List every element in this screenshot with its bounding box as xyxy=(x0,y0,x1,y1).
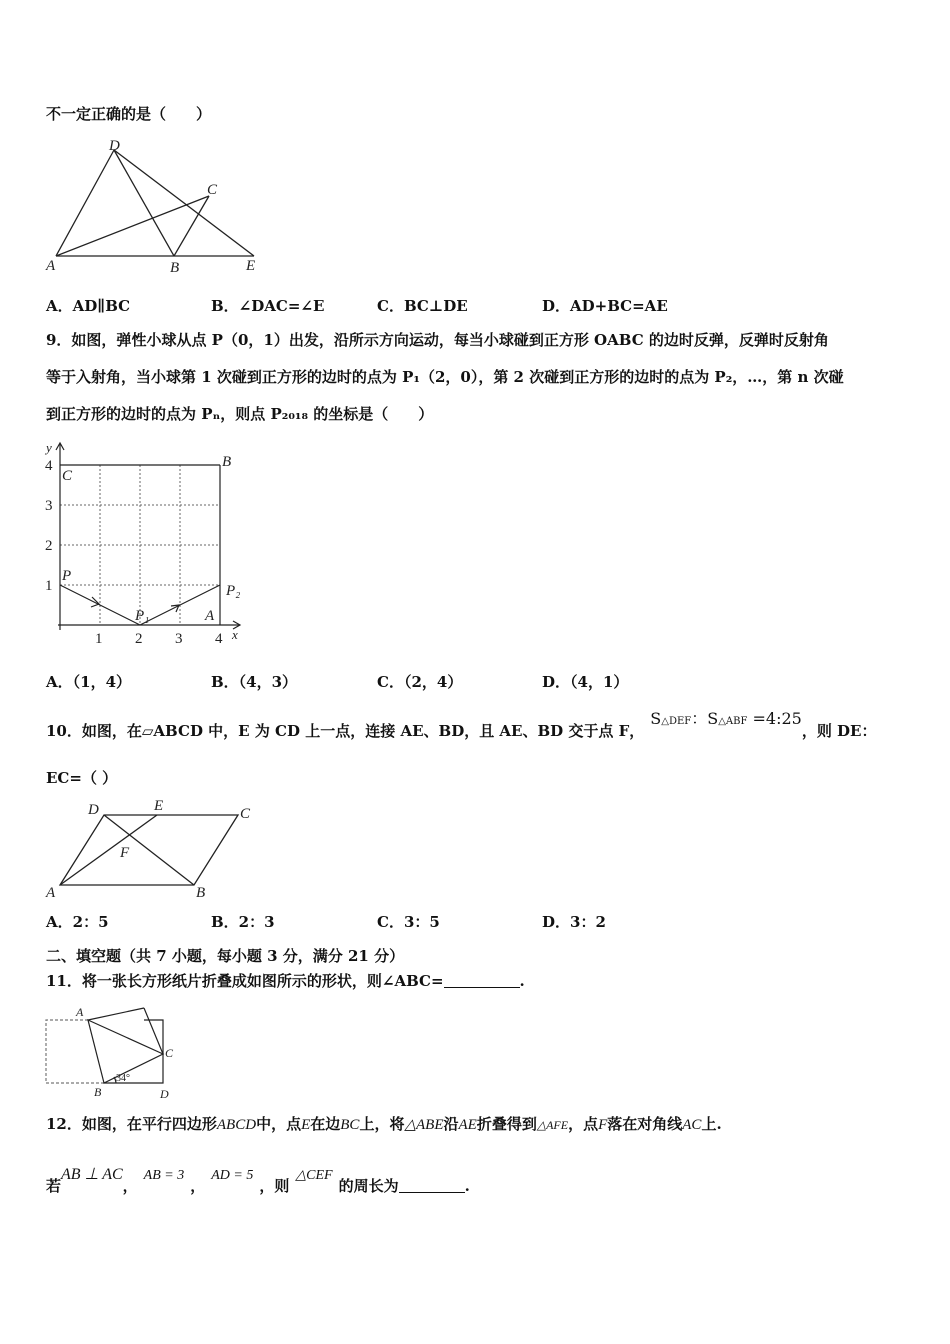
q12-text-3: 在边 xyxy=(310,1115,341,1133)
q10-ratio-sub2: △ABF xyxy=(718,716,748,727)
q11-line xyxy=(46,970,525,991)
q10-text-after: ，则 DE： xyxy=(801,722,877,740)
q12-l2-text-c: ， xyxy=(190,1177,206,1195)
q12-math-ad5: AD = 5 xyxy=(211,1168,254,1183)
q10-line-2: EC=（ ） xyxy=(46,769,118,787)
q10-label-d: D xyxy=(88,802,99,818)
q12-text-5: 沿 xyxy=(443,1115,459,1133)
q11-text: 11．将一张长方形纸片折叠成如图所示的形状，则∠ABC= xyxy=(46,972,444,990)
q9-label-b: B xyxy=(222,454,232,470)
q9-tick-y2: 2 xyxy=(45,538,53,554)
q12-math-abcd: ABCD xyxy=(216,1117,257,1133)
q12-answer-blank[interactable] xyxy=(399,1178,465,1193)
q10-option-c[interactable]: C．3：5 xyxy=(377,913,440,931)
q10-ratio-value: =4:25 xyxy=(752,709,802,728)
q10-option-a[interactable]: A．2：5 xyxy=(46,913,109,931)
q8-option-d[interactable]: D．AD+BC=AE xyxy=(542,297,668,315)
q11-label-c: C xyxy=(165,1046,174,1060)
q12-math-abe: △ABE xyxy=(404,1117,444,1133)
q12-math-f: F xyxy=(598,1117,608,1133)
q9-line-1: 9．如图，弹性小球从点 P（0，1）出发，沿所示方向运动，每当小球碰到正方形 OABC 的边时反弹，反弹时反射角 xyxy=(46,331,829,349)
q9-option-c[interactable]: C．（2，4） xyxy=(377,673,463,691)
q12-text-8: 落在对角线 xyxy=(607,1115,683,1133)
q9-tick-y1: 1 xyxy=(45,578,53,594)
q9-line-2: 等于入射角，当小球第 1 次碰到正方形的边时的点为 P₁（2，0），第 2 次碰到正方形的边时的点为 P₂，…，第 n 次碰 xyxy=(46,368,844,386)
q12-text-4: 上，将 xyxy=(359,1115,405,1133)
q11-label-angle: 34° xyxy=(116,1073,130,1084)
q8-label-c: C xyxy=(207,182,218,198)
q8-option-b[interactable]: B．∠DAC=∠E xyxy=(211,297,325,315)
q10-line-ae xyxy=(60,815,157,885)
q10-ratio-colon: ： xyxy=(691,709,708,728)
q8-label-b: B xyxy=(170,260,180,276)
q10-label-c: C xyxy=(240,806,251,822)
q11-label-a: A xyxy=(76,1005,84,1019)
q9-figure xyxy=(40,440,255,650)
q10-option-d[interactable]: D．3：2 xyxy=(542,913,606,931)
q10-line-bd xyxy=(104,815,194,885)
q12-math-e: E xyxy=(301,1117,311,1133)
q12-text-7: ，点 xyxy=(568,1115,599,1133)
q11-label-d: D xyxy=(160,1087,169,1101)
q8-line-bc xyxy=(174,196,209,256)
q9-tick-y3: 3 xyxy=(45,498,53,514)
q11-rectangle-edge xyxy=(104,1020,163,1083)
q10-ratio-s1: S xyxy=(650,709,662,728)
q8-label-a: A xyxy=(46,258,56,274)
q8-label-d: D xyxy=(109,138,120,154)
q10-ratio-sub1: △DEF xyxy=(661,716,692,727)
q12-math-ab3: AB = 3 xyxy=(143,1168,185,1183)
q12-l2-text-f: . xyxy=(464,1177,470,1195)
q12-math-perp: AB ⊥ AC xyxy=(61,1166,123,1183)
q12-math-afe: △AFE xyxy=(536,1118,569,1132)
q9-label-p2: P₂ xyxy=(226,583,241,599)
q12-math-cef: △CEF xyxy=(295,1168,333,1183)
q8-line-ac xyxy=(56,196,209,256)
q10-line-1 xyxy=(46,709,877,741)
q12-math-ac: AC xyxy=(682,1117,702,1133)
q8-figure xyxy=(44,136,266,276)
q12-text-1: 12．如图，在平行四边形 xyxy=(46,1115,217,1133)
q10-label-e: E xyxy=(154,798,164,814)
q9-label-a: A xyxy=(205,608,215,624)
q12-math-bc: BC xyxy=(340,1117,360,1133)
q9-tick-x2: 2 xyxy=(135,631,143,647)
q11-original-edge xyxy=(46,1020,104,1083)
q12-l2-text-e: 的周长为 xyxy=(338,1177,399,1195)
q8-label-e: E xyxy=(246,258,256,274)
q10-option-b[interactable]: B．2：3 xyxy=(211,913,275,931)
q9-tick-y4: 4 xyxy=(45,458,53,474)
q11-label-b: B xyxy=(94,1085,102,1099)
q11-answer-blank[interactable] xyxy=(444,973,520,988)
q12-l2-text-b: ， xyxy=(122,1177,138,1195)
q8-option-a[interactable]: A．AD∥BC xyxy=(46,297,131,315)
q9-option-b[interactable]: B．（4，3） xyxy=(211,673,298,691)
q10-label-a: A xyxy=(46,885,56,901)
q10-label-b: B xyxy=(196,885,206,901)
q10-label-f: F xyxy=(120,845,130,861)
q9-line-3: 到正方形的边时的点为 Pₙ，则点 P₂₀₁₈ 的坐标是（ ） xyxy=(46,405,434,423)
q10-text-before: 10．如图，在▱ABCD 中，E 为 CD 上一点，连接 AE、BD，且 AE、BD 交于点 F， xyxy=(46,722,645,740)
q9-option-a[interactable]: A．（1，4） xyxy=(46,673,132,691)
q10-area-ratio xyxy=(644,706,802,729)
q11-fold-top xyxy=(88,1008,144,1020)
q11-tail: . xyxy=(519,972,525,990)
q9-label-p1: P₁ xyxy=(135,608,150,624)
q9-tick-x4: 4 xyxy=(215,631,223,647)
q9-label-y: y xyxy=(46,440,52,455)
q12-line-2 xyxy=(46,1166,470,1196)
q8-line-ad xyxy=(56,150,114,256)
q12-text-6: 折叠得到 xyxy=(476,1115,537,1133)
q12-math-ae: AE xyxy=(458,1117,477,1133)
q12-text-9: 上. xyxy=(701,1115,722,1133)
q8-line-db xyxy=(114,150,174,256)
q12-line-1 xyxy=(46,1113,722,1134)
q12-l2-text-a: 若 xyxy=(46,1177,62,1195)
q9-tick-x3: 3 xyxy=(175,631,183,647)
q10-ratio-s2: S xyxy=(707,709,719,728)
q8-option-c[interactable]: C．BC⊥DE xyxy=(377,297,468,315)
q10-figure xyxy=(44,795,259,903)
q12-l2-text-d: ，则 xyxy=(259,1177,290,1195)
q9-tick-x1: 1 xyxy=(95,631,103,647)
q12-text-2: 中，点 xyxy=(256,1115,302,1133)
q9-option-d[interactable]: D．（4，1） xyxy=(542,673,629,691)
q9-label-c: C xyxy=(62,468,73,484)
q9-label-x: x xyxy=(232,627,238,642)
q8-stem-tail: 不一定正确的是（ ） xyxy=(46,105,212,123)
section-2-heading: 二、填空题（共 7 小题，每小题 3 分，满分 21 分） xyxy=(46,947,405,965)
q11-figure xyxy=(44,1003,184,1103)
q9-label-p: P xyxy=(62,568,72,584)
